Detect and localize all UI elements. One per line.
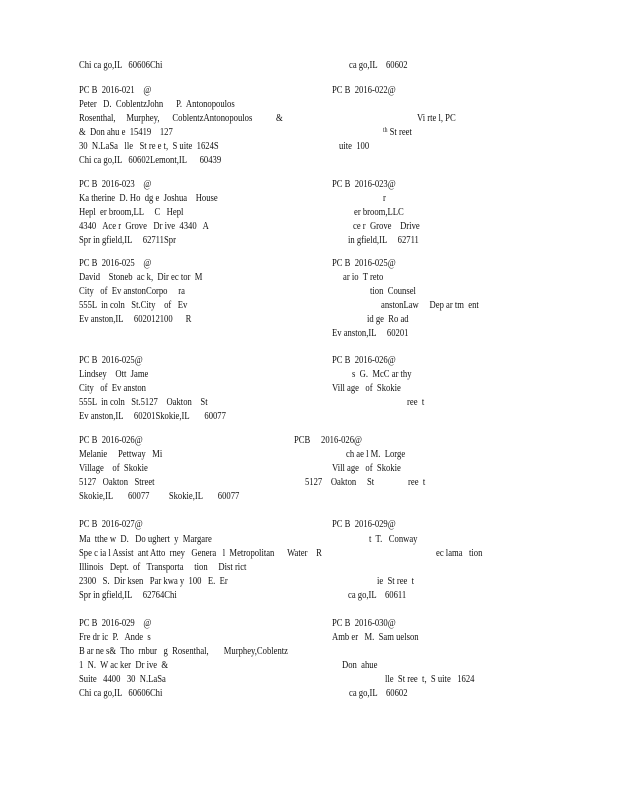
firm-name: B ar ne s& Tho rnbur g Rosenthal, Murphey,Coblentz	[79, 646, 289, 657]
case-number: PC B 2016-021 @	[79, 85, 152, 96]
address-line: id ge Ro ad	[367, 314, 409, 325]
party-name: t T. Conway	[369, 534, 418, 545]
address-line: ie St ree t	[377, 576, 415, 587]
firm-name: & Don ahu e 15419 127	[79, 127, 173, 138]
case-number: PC B 2016-027@	[79, 519, 143, 530]
organization: Illinois Dept. of Transporta tion Dist rict	[79, 562, 247, 573]
address-line: 5127 Oakton Street	[79, 477, 155, 488]
case-number: PC B 2016-025 @	[79, 258, 152, 269]
address-line: Spr in gfield,IL 62711Spr	[79, 235, 176, 246]
organization: Village of Skokie	[79, 463, 148, 474]
address-line: 2300 S. Dir ksen Par kwa y 100 E. Er	[79, 576, 228, 587]
address-line: 1 N. W ac ker Dr ive &	[79, 660, 169, 671]
party-name: Lindsey Ott Jame	[79, 369, 149, 380]
firm-name: Don ahue	[342, 660, 378, 671]
address-line	[383, 126, 412, 140]
firm-name: Vi rte l, PC	[417, 113, 456, 124]
party-name: s G. McC ar thy	[352, 369, 412, 380]
party-name: ar io T reto	[343, 272, 384, 283]
address-line: Suite 4400 30 N.LaSa	[79, 674, 166, 685]
case-number: PC B 2016-023 @	[79, 179, 152, 190]
address-line: 5127 Oakton St	[305, 477, 375, 488]
party-name: Ka therine D. Ho dg e Joshua House	[79, 193, 218, 204]
case-number: PC B 2016-022@	[332, 85, 396, 96]
address-line: 30 N.LaSa lle St re e t, S uite 1624S	[79, 141, 219, 152]
superscript-suffix: th	[383, 126, 388, 134]
case-number: PC B 2016-026@	[79, 435, 143, 446]
firm-name: er broom,LLC	[354, 207, 404, 218]
address-line: Skokie,IL 60077 Skokie,IL 60077	[79, 491, 240, 502]
case-number: PC B 2016-026@	[332, 355, 396, 366]
case-number: PC B 2016-030@	[332, 618, 396, 629]
address-line: ce r Grove Drive	[353, 221, 420, 232]
organization: anstonLaw Dep ar tm ent	[381, 300, 479, 311]
firm-name: Hepl er broom,LL C Hepl	[79, 207, 184, 218]
street-suffix: St reet	[387, 127, 412, 138]
address-line: ree t	[408, 477, 426, 488]
party-name: Peter D. CoblentzJohn P. Antonopoulos	[79, 99, 235, 110]
case-number: PC B 2016-025@	[79, 355, 143, 366]
firm-name: Rosenthal, Murphey, CoblentzAntonopoulos &	[79, 113, 283, 124]
address-line: 555L in coln St.City of Ev	[79, 300, 188, 311]
party-name: Fre dr ic P. Ande s	[79, 632, 151, 643]
organization: Spe c ia l Assist ant Atto rney Genera l Metropolitan Water R	[79, 548, 322, 559]
address-line: ree t	[407, 397, 425, 408]
organization: ec lama tion	[436, 548, 483, 559]
case-number: PC B 2016-029@	[332, 519, 396, 530]
address-line: Ev anston,IL 60201Skokie,IL 60077	[79, 411, 226, 422]
address-line: Spr in gfield,IL 62764Chi	[79, 590, 177, 601]
organization: Vill age of Skokie	[332, 463, 401, 474]
address-line: Ev anston,IL 60201	[332, 328, 409, 339]
address-line: ca go,IL 60602	[349, 60, 408, 71]
address-line: Chi ca go,IL 60606Chi	[79, 60, 163, 71]
address-line: ca go,IL 60602	[349, 688, 408, 699]
case-number: PCB 2016-026@	[294, 435, 362, 446]
address-line: ca go,IL 60611	[348, 590, 407, 601]
address-line: lle St ree t, S uite 1624	[385, 674, 475, 685]
organization: Vill age of Skokie	[332, 383, 401, 394]
address-line: 555L in coln St.5127 Oakton St	[79, 397, 208, 408]
party-name: ch ae l M. Lorge	[346, 449, 406, 460]
address-line: Ev anston,IL 602012100 R	[79, 314, 192, 325]
address-line: in gfield,IL 62711	[348, 235, 419, 246]
address-line: Chi ca go,IL 60602Lemont,IL 60439	[79, 155, 222, 166]
party-name: r	[383, 193, 386, 204]
party-name: Ma tthe w D. Do ughert y Margare	[79, 534, 212, 545]
party-name: Amb er M. Sam uelson	[332, 632, 419, 643]
organization: City of Ev anstonCorpo ra	[79, 286, 185, 297]
address-line: 4340 Ace r Grove Dr ive 4340 A	[79, 221, 209, 232]
party-name: Melanie Pettway Mi	[79, 449, 163, 460]
organization: tion Counsel	[370, 286, 416, 297]
address-line: uite 100	[339, 141, 370, 152]
case-number: PC B 2016-023@	[332, 179, 396, 190]
organization: City of Ev anston	[79, 383, 146, 394]
address-line: Chi ca go,IL 60606Chi	[79, 688, 163, 699]
case-number: PC B 2016-029 @	[79, 618, 152, 629]
party-name: David Stoneb ac k, Dir ec tor M	[79, 272, 203, 283]
case-number: PC B 2016-025@	[332, 258, 396, 269]
